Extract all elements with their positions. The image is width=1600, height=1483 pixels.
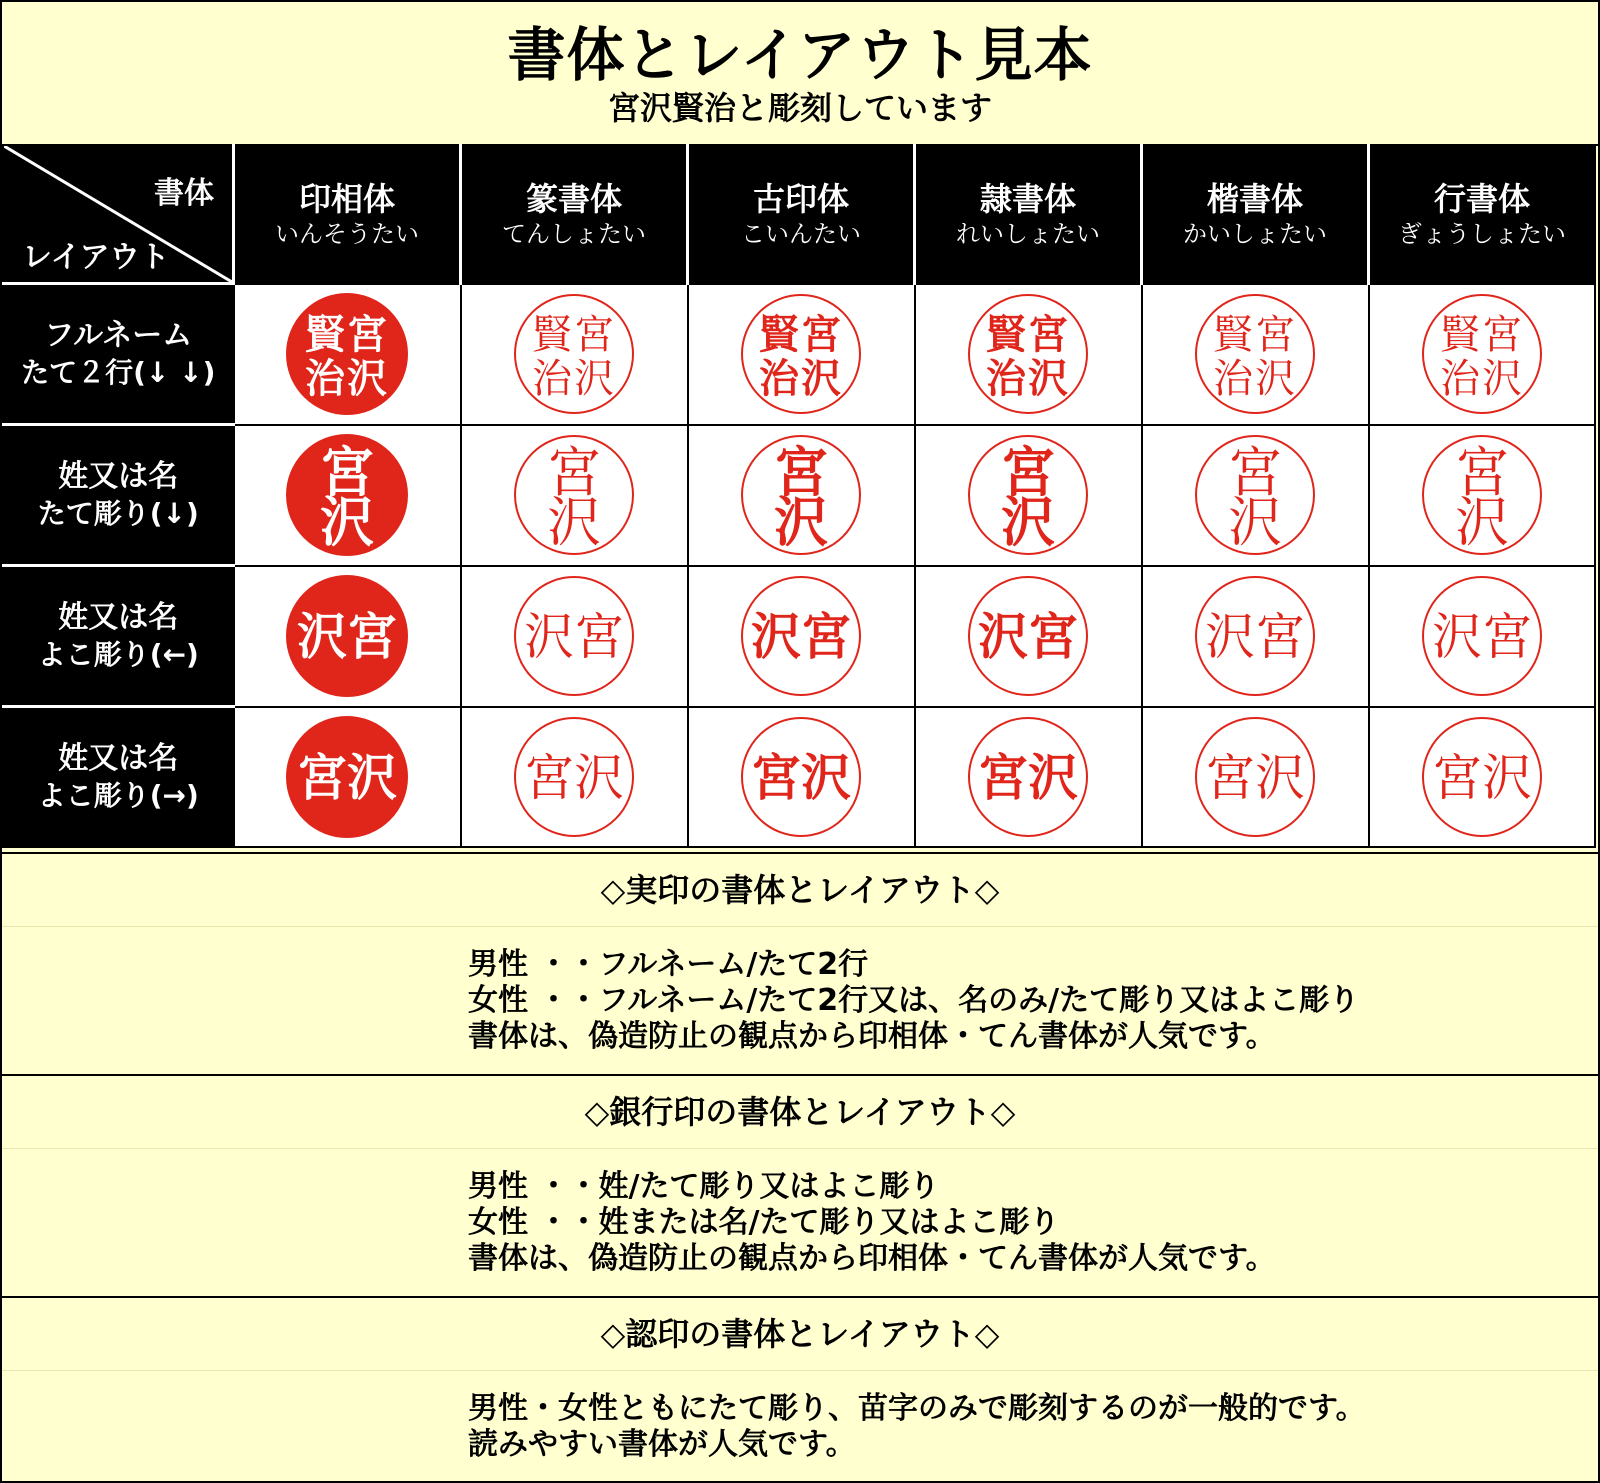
seal-cell: [1142, 566, 1369, 707]
seal-characters: 宮沢: [1431, 749, 1532, 806]
seal-cell: [1369, 566, 1596, 707]
row-label: 姓又は名: [58, 741, 179, 776]
seal-cell: [1369, 425, 1596, 566]
seal-stamp: [285, 574, 409, 698]
seal-characters: 沢宮: [297, 607, 397, 666]
seal-stamp: [966, 574, 1090, 698]
seal-stamp: [1420, 715, 1544, 839]
seal-cell: [1142, 707, 1369, 848]
section-line: 書体は、偽造防止の観点から印相体・てん書体が人気です。: [468, 1241, 1276, 1276]
seal-cell: [688, 566, 915, 707]
seal-characters: 宮沢: [1205, 748, 1305, 807]
page-subtitle: 宮沢賢治と彫刻しています: [607, 89, 992, 127]
section-jitsuin: [2, 852, 1598, 1074]
seal-cell: [1142, 284, 1369, 425]
row-sublabel: たて２行(↓ ↓): [21, 356, 216, 389]
column-name: 隷書体: [979, 180, 1076, 219]
seal-cell: [688, 707, 915, 848]
seal-cell: [1142, 425, 1369, 566]
seal-characters: 治沢: [1439, 356, 1524, 401]
seal-stamp: [1193, 574, 1317, 698]
seal-characters: 宮: [1001, 443, 1055, 503]
row-label: 姓又は名: [58, 600, 179, 635]
seal-stamp: [1193, 433, 1317, 557]
row-label: 姓又は名: [58, 459, 179, 494]
table-row: [3, 284, 1595, 425]
seal-stamp: [1193, 715, 1317, 839]
seal-stamp: [1193, 292, 1317, 416]
section-line: 女性 ・・フルネーム/たて2行又は、名のみ/たて彫り又はよこ彫り: [468, 983, 1360, 1018]
column-name: 古印体: [752, 180, 849, 219]
corner-label-layout: レイアウト: [22, 240, 170, 275]
seal-characters: 宮沢: [751, 748, 851, 807]
column-header-koin: [688, 145, 915, 284]
header-row: [3, 145, 1595, 284]
section-ginkouin: [2, 1074, 1598, 1296]
row-header: [3, 707, 234, 848]
page-title: 書体とレイアウト見本: [507, 21, 1093, 89]
row-sublabel: よこ彫り(←): [37, 638, 199, 671]
column-header-kaisho: [1142, 145, 1369, 284]
seal-characters: 治沢: [759, 356, 843, 402]
seal-characters: 賢宮: [1439, 312, 1524, 357]
seal-cell: [461, 566, 688, 707]
column-header-tensho: [461, 145, 688, 284]
column-reading: いんそうたい: [275, 220, 419, 249]
seal-cell: [915, 284, 1142, 425]
seal-characters: 沢宮: [978, 609, 1078, 665]
seal-cell: [688, 284, 915, 425]
column-name: 行書体: [1433, 180, 1530, 219]
column-reading: こいんたい: [741, 220, 861, 249]
section-line: 男性・女性ともにたて彫り、苗字のみで彫刻するのが一般的です。: [468, 1391, 1366, 1426]
seal-cell: [234, 566, 461, 707]
seal-stamp: [285, 292, 409, 416]
seal-cell: [688, 425, 915, 566]
seal-stamp: [739, 433, 863, 557]
seal-cell: [1369, 707, 1596, 848]
seal-characters: 賢宮: [305, 311, 389, 358]
title-block: [2, 2, 1598, 146]
section-line: 女性 ・・姓または名/たて彫り又はよこ彫り: [468, 1205, 1060, 1240]
seal-stamp: [966, 292, 1090, 416]
table-row: [3, 425, 1595, 566]
column-reading: かいしょたい: [1183, 220, 1327, 249]
seal-cell: [234, 284, 461, 425]
section-line: 読みやすい書体が人気です。: [468, 1427, 856, 1462]
seal-cell: [461, 707, 688, 848]
seal-characters: 宮: [1228, 441, 1282, 504]
seal-characters: 沢: [1001, 493, 1055, 553]
section-line: 男性 ・・フルネーム/たて2行: [468, 947, 869, 982]
seal-characters: 沢: [320, 490, 374, 554]
section-line: 男性 ・・姓/たて彫り又はよこ彫り: [468, 1169, 940, 1204]
seal-stamp: [966, 715, 1090, 839]
column-header-insou: [234, 145, 461, 284]
column-name: 楷書体: [1206, 180, 1303, 219]
seal-characters: 賢宮: [759, 312, 843, 358]
corner-label-style: 書体: [154, 176, 214, 211]
column-name: 印相体: [298, 180, 395, 219]
seal-cell: [461, 425, 688, 566]
seal-stamp: [512, 715, 636, 839]
row-header: [3, 566, 234, 707]
seal-characters: 治沢: [1213, 356, 1297, 402]
corner-cell: [3, 145, 234, 284]
seal-stamp: [966, 433, 1090, 557]
seal-characters: 沢: [547, 493, 601, 553]
section-heading: ◇認印の書体とレイアウト◇: [2, 1298, 1598, 1371]
seal-cell: [234, 707, 461, 848]
seal-stamp: [512, 292, 636, 416]
seal-cell: [1369, 284, 1596, 425]
seal-characters: 沢宮: [1431, 609, 1532, 665]
seal-characters: 沢宮: [1205, 608, 1305, 666]
column-reading: てんしょたい: [502, 220, 646, 249]
column-header-reisho: [915, 145, 1142, 284]
section-body: [2, 1371, 1598, 1463]
seal-characters: 沢宮: [751, 608, 851, 666]
seal-stamp: [285, 715, 409, 839]
section-heading: ◇銀行印の書体とレイアウト◇: [2, 1076, 1598, 1149]
row-header: [3, 284, 234, 425]
seal-characters: 賢宮: [532, 312, 616, 357]
seal-cell: [915, 425, 1142, 566]
seal-characters: 沢宮: [524, 609, 624, 665]
seal-characters: 宮: [774, 441, 828, 504]
column-header-gyousho: [1369, 145, 1596, 284]
table-row: [3, 707, 1595, 848]
seal-cell: [915, 707, 1142, 848]
seal-cell: [461, 284, 688, 425]
seal-cell: [915, 566, 1142, 707]
seal-characters: 宮: [1454, 443, 1509, 503]
seal-characters: 宮: [547, 443, 601, 503]
seal-characters: 治沢: [986, 357, 1070, 401]
seal-stamp: [512, 433, 636, 557]
seal-stamp: [512, 574, 636, 698]
seal-characters: 宮沢: [297, 747, 397, 807]
section-heading: ◇実印の書体とレイアウト◇: [2, 854, 1598, 927]
seal-stamp: [1420, 433, 1544, 557]
seal-stamp: [739, 715, 863, 839]
table-row: [3, 566, 1595, 707]
seal-stamp: [1420, 574, 1544, 698]
section-line: 書体は、偽造防止の観点から印相体・てん書体が人気です。: [468, 1019, 1276, 1054]
seal-characters: 沢: [1454, 493, 1509, 553]
seal-stamp: [739, 574, 863, 698]
row-sublabel: よこ彫り(→): [37, 779, 199, 812]
section-body: [2, 1149, 1598, 1277]
seal-characters: 宮沢: [978, 749, 1078, 806]
seal-characters: 沢: [774, 491, 828, 554]
row-header: [3, 425, 234, 566]
row-label: フルネーム: [44, 318, 193, 353]
section-body: [2, 927, 1598, 1055]
column-reading: ぎょうしょたい: [1398, 220, 1566, 249]
seal-characters: 沢: [1228, 491, 1282, 554]
seal-stamp: [1420, 292, 1544, 416]
section-mitomein: [2, 1296, 1598, 1483]
row-sublabel: たて彫り(↓): [37, 497, 199, 530]
seal-characters: 賢宮: [986, 313, 1070, 357]
seal-characters: 宮沢: [524, 749, 624, 806]
column-reading: れいしょたい: [956, 220, 1100, 249]
seal-characters: 賢宮: [1213, 312, 1297, 358]
seal-cell: [234, 425, 461, 566]
seal-stamp: [285, 433, 409, 557]
seal-characters: 治沢: [305, 355, 389, 402]
seal-characters: 宮: [320, 440, 374, 504]
style-layout-table: [2, 144, 1596, 848]
seal-characters: 治沢: [532, 356, 616, 401]
seal-stamp: [739, 292, 863, 416]
column-name: 篆書体: [525, 180, 622, 219]
